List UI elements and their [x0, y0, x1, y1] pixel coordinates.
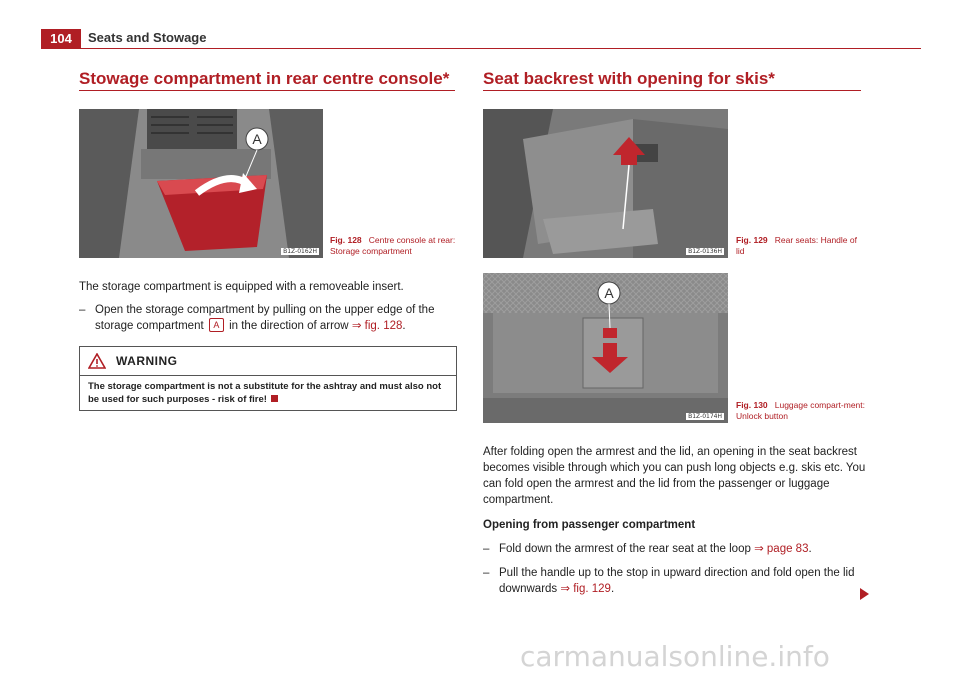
figure-128-label: A [252, 131, 262, 147]
left-section-title: Stowage compartment in rear centre console* [79, 69, 450, 88]
watermark: carmanualsonline.info [520, 640, 830, 673]
luggage-compartment-illustration [483, 273, 728, 423]
figure-code: B1Z-0162H [283, 248, 317, 255]
fig-128-link[interactable]: ⇒ fig. 128 [351, 320, 403, 332]
caption-number: Fig. 130 [736, 400, 768, 410]
figure-130 [483, 273, 728, 423]
right-section-title: Seat backrest with opening for skis* [483, 69, 775, 88]
fig-129-link[interactable]: ⇒ fig. 129 [560, 583, 611, 595]
figure-128 [79, 109, 323, 258]
figure-130-caption [736, 400, 866, 422]
figure-code: B1Z-0174H [688, 413, 722, 420]
header-rule [41, 48, 921, 49]
caption-text: Centre console at rear: Storage compartment [330, 235, 456, 256]
figure-129-caption [736, 235, 866, 257]
step-text: Open the storage compartment by pulling on the upper edge of the storage compartment A in the direction of arrow ⇒ fig. 128. [95, 304, 435, 332]
step-text: Fold down the armrest of the rear seat at the loop ⇒ page 83. [499, 543, 812, 555]
right-paragraph: After folding open the armrest and the lid, an opening in the seat backrest becomes visible through which you can push long objects e.g. skis etc. You can fold open the armrest and the lid from the passenger or luggage compartment. [483, 446, 866, 506]
left-step-1 [79, 302, 459, 334]
caption-number: Fig. 128 [330, 235, 362, 245]
warning-header [80, 347, 456, 375]
step-text: Pull the handle up to the stop in upward direction and fold open the lid downwards ⇒ fig. 129. [499, 567, 855, 595]
figure-130-label: A [604, 285, 614, 301]
next-page-arrow-icon[interactable] [860, 588, 869, 600]
warning-box [79, 346, 457, 411]
step-dash: – [483, 567, 490, 579]
caption-text: Luggage compart-ment: Unlock button [736, 400, 865, 421]
step-dash: – [79, 304, 86, 316]
figure-code: B1Z-0136H [688, 248, 722, 255]
storage-compartment-illustration [79, 109, 323, 258]
sub-heading: Opening from passenger compartment [483, 519, 696, 531]
end-mark [271, 395, 278, 402]
figure-128-caption [330, 235, 460, 257]
caption-text: Rear seats: Handle of lid [736, 235, 857, 256]
left-title-rule [79, 90, 455, 91]
page-number: 104 [41, 29, 81, 48]
caption-number: Fig. 129 [736, 235, 768, 245]
rear-seat-illustration [483, 109, 728, 258]
right-step-2 [483, 565, 868, 597]
right-title-rule [483, 90, 861, 91]
left-intro: The storage compartment is equipped with a removeable insert. [79, 281, 404, 293]
page-83-link[interactable]: ⇒ page 83 [754, 543, 809, 555]
warning-label: WARNING [116, 354, 178, 368]
marker-a: A [209, 318, 224, 332]
right-step-1 [483, 541, 868, 557]
section-title: Seats and Stowage [88, 30, 207, 45]
warning-text: The storage compartment is not a substitute for the ashtray and must also not be used for such purposes - risk of fire! [80, 375, 456, 410]
step-dash: – [483, 543, 490, 555]
figure-129 [483, 109, 728, 258]
warning-icon [88, 353, 106, 369]
